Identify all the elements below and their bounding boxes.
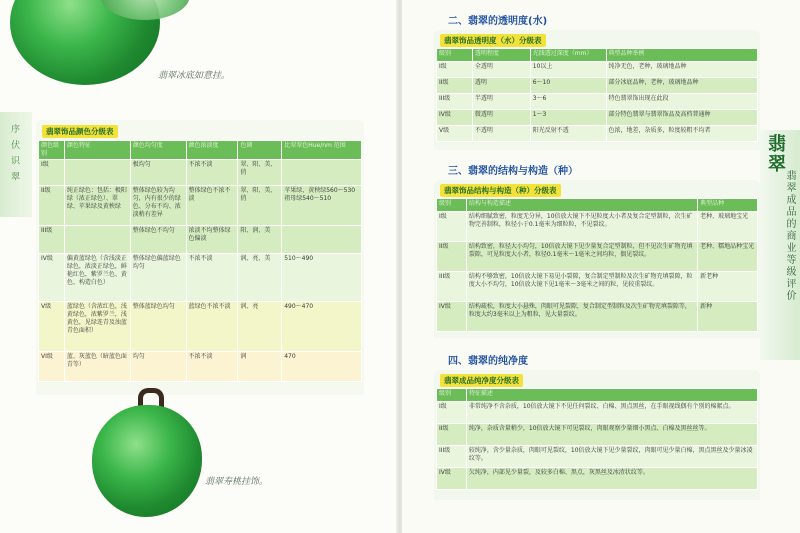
- table-cell: 色浓，地差，杂质多，粒度较粗不均者: [606, 126, 757, 142]
- table-cell: IV级: [437, 468, 467, 490]
- table-cell: 翠、阳、美、俏: [238, 160, 282, 186]
- table-cell: 510～490: [282, 254, 362, 302]
- table-cell: 3～6: [530, 94, 606, 110]
- table-row: [437, 62, 758, 78]
- table-cell: IV级: [39, 254, 65, 302]
- purity-table-title: 翡翠成品纯净度分级表: [440, 374, 523, 387]
- purity-grade-table: [436, 388, 758, 490]
- color-grade-table: [38, 140, 362, 382]
- table-cell: [282, 160, 362, 186]
- table-header-row: [437, 389, 758, 402]
- table-cell: 整体蓝绿色均匀: [130, 302, 186, 352]
- table-cell: 不浓不淡: [186, 160, 238, 186]
- structure-grade-table: [436, 198, 758, 332]
- table-header-cell: 比翠翠色Hue/nm 范围: [282, 141, 362, 160]
- left-side-text: 序 伏 识 翠: [9, 124, 19, 183]
- table-cell: II级: [437, 424, 467, 446]
- table-cell: 1～3: [530, 110, 606, 126]
- table-cell: 不浓不淡: [186, 352, 238, 382]
- table-cell: 极均匀: [130, 160, 186, 186]
- table-cell: 翠、阳、美、俏: [238, 186, 282, 226]
- table-cell: 浓淡不均整体绿色偏淡: [186, 226, 238, 254]
- table-cell: 纯净，杂质含量稍少，10倍放大镜下可见裂纹，肉眼观察少量细小黑点、白棉及黑丝丝等。: [466, 424, 757, 446]
- table-cell: I级: [437, 212, 467, 242]
- table-cell: 阳光反射不透: [530, 126, 606, 142]
- table-cell: 偏黄蓝绿色（含浅淡正绿色，浓淡正绿色，鲜艳红色，紫罗兰色、黄色、构造白色）: [64, 254, 130, 302]
- table-cell: 470: [282, 352, 362, 382]
- table-cell: 6～10: [530, 78, 606, 94]
- table-cell: 新老种: [698, 272, 758, 302]
- right-page: [402, 0, 800, 533]
- table-row: [437, 110, 758, 126]
- table-cell: VI级: [39, 352, 65, 382]
- table-row: [39, 160, 362, 186]
- left-side-band: [0, 112, 32, 217]
- table-header-row: [437, 49, 758, 62]
- table-cell: I级: [437, 402, 467, 424]
- table-header-cell: 级别: [437, 49, 473, 62]
- table-header-cell: 级别: [437, 199, 467, 212]
- table-cell: 老种、玻璃地宝光: [698, 212, 758, 242]
- table-cell: 部分特色翡翠与翡翠饰品及高档普通种: [606, 110, 757, 126]
- table-row: [437, 212, 758, 242]
- right-side-band: [760, 130, 800, 360]
- table-header-cell: 颜色特征: [64, 141, 130, 160]
- jade-peach-pendant-image: [92, 405, 202, 517]
- caption-top: 翡翠冰底如意挂。: [158, 71, 231, 81]
- table-header-cell: 颜色浓淡度: [186, 141, 238, 160]
- table-cell: 新种: [698, 302, 758, 332]
- table-cell: 特色翡翠饰出现在此段: [606, 94, 757, 110]
- table-cell: 较纯净，含少量杂质，肉眼可见裂纹，10倍放大镜下见少量裂纹，肉眼可见少量白棉，黑点黑丝及少量冰凌纹等。: [466, 446, 757, 468]
- table-row: [437, 402, 758, 424]
- table-cell: IV级: [437, 110, 473, 126]
- table-row: [437, 126, 758, 142]
- table-cell: 结构致密，粒径大小均匀，10倍放大镜下见少量复合定型制粒，但不见次生矿物充填裂隙，可见粒度大小者，粒径0.1毫米～1毫米之间均粒，偶见裂纹。: [466, 242, 697, 272]
- table-cell: 纯正绿色：包括：极阳绿（浓正绿色）、翠绿、苹果绿及黄秧绿: [64, 186, 130, 226]
- section3-title: 三、翡翠的结构与构造（种）: [448, 166, 578, 177]
- table-cell: 结构细腻致密，粒度无分异，10倍放大镜下不见粒度大小者及复合定型制粒，次生矿物完善制粒，粒径小于0.1毫米为细粒粒，不见裂纹。: [466, 212, 697, 242]
- table-cell: 整体绿色不浓不淡: [186, 186, 238, 226]
- table-cell: I级: [437, 62, 473, 78]
- table-cell: 非常纯净不含杂质，10倍放大镜下不见任何裂纹、白棉、黑点黑丝，在手眼视线偶有个别的棉絮点。: [466, 402, 757, 424]
- table-cell: 润、亮、美: [238, 254, 282, 302]
- transparency-grade-table: [436, 48, 758, 142]
- right-side-text: 翡翠成品的商业等级评价: [784, 170, 795, 302]
- table-cell: 半透明: [472, 94, 530, 110]
- table-cell: 均匀: [130, 352, 186, 382]
- table-cell: [282, 226, 362, 254]
- table-cell: III级: [437, 272, 467, 302]
- structure-table-title: 翡翠饰品结构与构造（种）分级表: [440, 184, 561, 197]
- table-cell: 蓝、灰蓝色（暗蓝色面青等）: [64, 352, 130, 382]
- table-cell: 不浓不淡: [186, 254, 238, 302]
- table-cell: 结构疏松，粒度大小悬殊，肉眼可见裂隙，复合制定型制粒及次生矿物充填裂隙等，粒度大约3毫米以上为粗粒，见大量裂纹。: [466, 302, 697, 332]
- table-cell: 苹果绿，黄秧绿560～530祖母绿540～510: [282, 186, 362, 226]
- section4-title: 四、翡翠的纯净度: [448, 356, 528, 367]
- table-row: [437, 302, 758, 332]
- table-cell: [64, 226, 130, 254]
- table-header-cell: 典型品种举例: [606, 49, 757, 62]
- section2-title: 二、翡翠的透明度(水): [448, 16, 548, 27]
- table-cell: 部分冰底品种，老种，玻璃地品种: [606, 78, 757, 94]
- table-cell: 欠纯净，内部见少量裂，及较多白棉、黑点，灰黑丝及冰渣状纹等。: [466, 468, 757, 490]
- table-row: [437, 78, 758, 94]
- table-cell: 润、亮: [238, 302, 282, 352]
- table-cell: 老种、糯地品种宝光: [698, 242, 758, 272]
- table-cell: 490～470: [282, 302, 362, 352]
- table-header-cell: 级别: [437, 389, 467, 402]
- table-cell: II级: [437, 78, 473, 94]
- table-cell: 整体绿色不均匀: [130, 226, 186, 254]
- table-cell: 阳、润、美: [238, 226, 282, 254]
- table-cell: 透明: [472, 78, 530, 94]
- table-cell: III级: [39, 226, 65, 254]
- table-header-cell: 颜色级别: [39, 141, 65, 160]
- left-page: [0, 0, 398, 533]
- table-row: [39, 352, 362, 382]
- table-cell: II级: [39, 186, 65, 226]
- table-row: [437, 446, 758, 468]
- table-header-cell: 典型品种: [698, 199, 758, 212]
- transparency-table-title: 翡翠饰品透明度（水）分级表: [440, 34, 546, 47]
- table-row: [437, 242, 758, 272]
- table-cell: III级: [437, 446, 467, 468]
- table-cell: I级: [39, 160, 65, 186]
- table-cell: 微透明: [472, 110, 530, 126]
- table-header-cell: 色调: [238, 141, 282, 160]
- table-cell: 蓝绿色不浓不淡: [186, 302, 238, 352]
- table-cell: IV级: [437, 302, 467, 332]
- table-row: [437, 468, 758, 490]
- table-cell: 全透明: [472, 62, 530, 78]
- table-cell: 整体绿色偏蓝绿色均匀: [130, 254, 186, 302]
- table-cell: [64, 160, 130, 186]
- table-row: [437, 94, 758, 110]
- table-row: [39, 226, 362, 254]
- table-row: [437, 272, 758, 302]
- table-header-cell: 特征描述: [466, 389, 757, 402]
- table-header-row: [39, 141, 362, 160]
- table-row: [39, 254, 362, 302]
- table-header-cell: 结构与构造描述: [466, 199, 697, 212]
- side-big-characters: 翡翠: [765, 134, 786, 174]
- caption-bottom: 翡翠寿桃挂饰。: [205, 477, 269, 487]
- table-row: [437, 424, 758, 446]
- table-cell: 整体绿色较为均匀，内有很少的绿色、分布不均、浓淡稍有差异: [130, 186, 186, 226]
- table-cell: II级: [437, 242, 467, 272]
- color-table-title: 翡翠饰品颜色分级表: [42, 125, 118, 138]
- table-cell: V级: [437, 126, 473, 142]
- table-header-cell: 光线透过深度（mm）: [530, 49, 606, 62]
- table-cell: 不透明: [472, 126, 530, 142]
- table-header-cell: 颜色均匀度: [130, 141, 186, 160]
- table-header-cell: 透明程度: [472, 49, 530, 62]
- table-cell: 结构不够致密，10倍放大镜下易见小裂隙，复合制定型制粒及次生矿物充填裂隙，粒度大小不均匀，10倍放大镜下见1毫米～3毫米之间的粒，见较重裂纹。: [466, 272, 697, 302]
- table-row: [39, 302, 362, 352]
- table-cell: III级: [437, 94, 473, 110]
- table-cell: 10以上: [530, 62, 606, 78]
- table-header-row: [437, 199, 758, 212]
- table-cell: 润: [238, 352, 282, 382]
- table-row: [39, 186, 362, 226]
- table-cell: 蓝绿色（含浓红色，浅黄绿色，浓紫罗兰，浅黄色，见绿连青及浊蓝青色面积）: [64, 302, 130, 352]
- table-cell: V级: [39, 302, 65, 352]
- table-cell: 纯净无色，老种，玻璃地品种: [606, 62, 757, 78]
